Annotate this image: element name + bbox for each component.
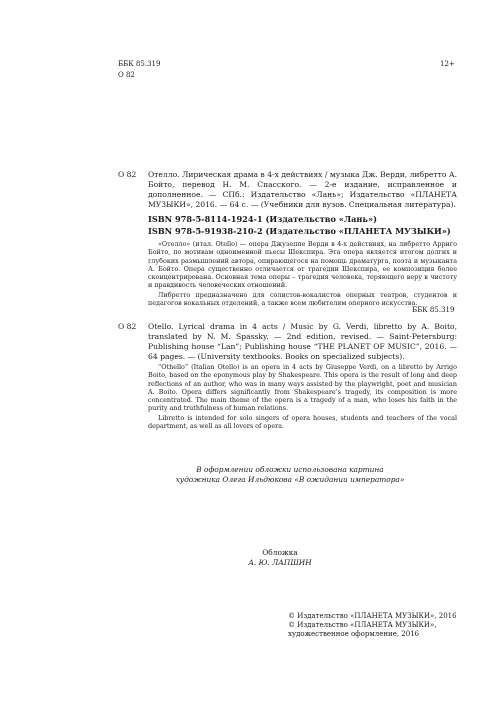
ru-abstract [148,240,457,307]
ru-abstract-para-1: «Отелло» (итал. Otello) — опера Джузеппе Верди в 4-х действиях, на либретто Арриго Бойто, по мотивам одноименной пьесы Шекспира. Эта опера является итогом долгих и глубоких размышлений автора, опирающегося на помощь драматурга, поэта и музыканта А. Бойто. Опера существенно отличается от трагедии Шекспира, ее композиция более сконцентрирована. Основная тема оперы – трагедия человека, теряющего веру в чистоту и правдивость человеческих отношений. [148,240,457,290]
en-abstract-para-2: Libretto is intended for solo singers of opera houses, students and teachers of the vocal department, as well as all lovers of opera. [148,413,457,431]
cover-credit [150,465,430,485]
en-abstract-para-1: “Othello” (Italian Otello) is an opera in 4 acts by Giuseppe Verdi, on a libretto by Arrigo Boito, based on the eponymous play by Shakespeare. This opera is the result of long and deep reflections of an author, who was in many ways assisted by the playwright, poet and musician A. Boito. Opera differs significantly from Shakespeare’s tragedy, its composition is more concentrated. The main theme of the opera is a tragedy of a man, who loses his faith in the purity and truthfulness of human relations. [148,363,457,413]
udk-header: О 82 [118,71,135,79]
copyright-line-2: © Издательство «ПЛАНЕТА МУЗЫКИ», художественное оформление, 2016 [288,621,437,638]
copyright [288,612,468,639]
copyright-line-1: © Издательство «ПЛАНЕТА МУЗЫКИ», 2016 [288,612,457,620]
en-citation: Otello. Lyrical drama in 4 acts / Music by G. Verdi, libretto by A. Boito, translated by N. M. Spassky. — 2nd edition, revised. — Saint-Petersburg: Publishing house “Lan”; Publishing house “THE PLANET OF MUSIC”, 2016. — 64 pages. — (University textbooks. Books on specialized subjects). [148,322,457,361]
cover-designer-name: А. Ю. ЛАПШИН [248,558,312,567]
ru-code: О 82 [118,170,137,179]
ru-bbk: ББК 85.319 [412,306,455,314]
isbn-planet: ISBN 978-5-91938-210-2 (Издательство «ПЛАНЕТА МУЗЫКИ») [148,226,451,236]
bbk-header: ББК 85.319 [118,60,161,68]
age-rating: 12+ [440,60,455,68]
ru-citation: Отелло. Лирическая драма в 4-х действиях / музыка Дж. Верди, либретто А. Бойто, перевод Н. М. Спасского. — 2-е издание, исправленное и дополненное. — СПб.: Издательство «Лань»; Издательство «ПЛАНЕТА МУЗЫКИ», 2016. — 64 с. — (Учебники для вузов. Специальная литература). [148,170,457,209]
cover-designer-label: Обложка [262,548,298,557]
ru-abstract-para-2: Либретто предназначено для солистов-вокалистов оперных театров, студентов и педагогов вокальных отделений, а также всем любителям оперного искусства. [148,290,457,308]
cover-credit-line-2: художника Олега Ильдюкова «В ожидании императора» [175,475,405,484]
en-abstract [148,363,457,430]
cover-designer [220,548,340,568]
isbn-lan: ISBN 978-5-8114-1924-1 (Издательство «Лань») [148,214,377,224]
cover-credit-line-1: В оформлении обложки использована картина [196,465,384,474]
en-code: O 82 [118,322,137,331]
